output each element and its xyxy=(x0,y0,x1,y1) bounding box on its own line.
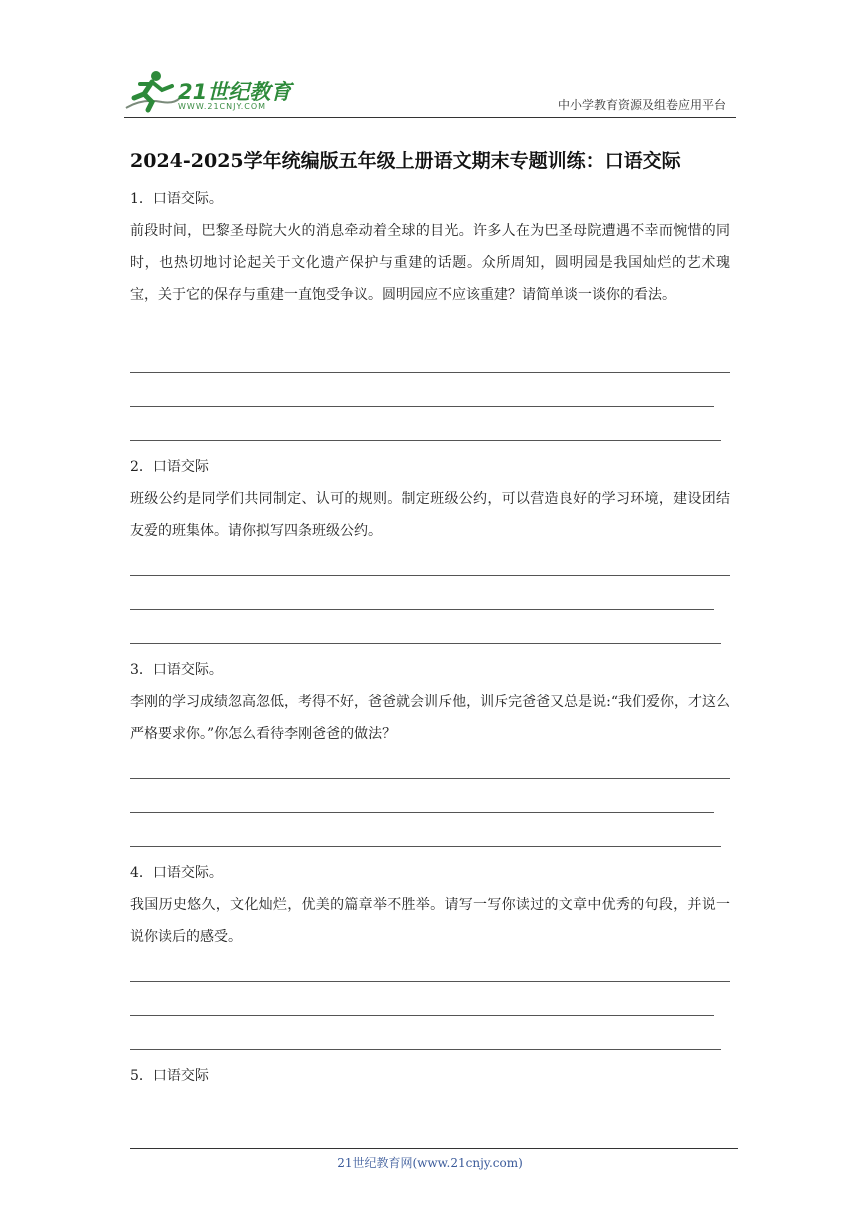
answer-line[interactable] xyxy=(130,1049,721,1050)
footer-divider xyxy=(130,1148,738,1149)
answer-line[interactable] xyxy=(130,812,714,813)
question-text: 班级公约是同学们共同制定、认可的规则。制定班级公约，可以营造良好的学习环境，建设团结友爱的班集体。请你拟写四条班级公约。 xyxy=(130,491,730,539)
question-heading: 5．口语交际 xyxy=(130,1068,209,1084)
answer-line[interactable] xyxy=(130,609,714,610)
answer-line[interactable] xyxy=(130,981,730,982)
answer-line[interactable] xyxy=(130,1015,714,1016)
page-title: 2024-2025学年统编版五年级上册语文期末专题训练：口语交际 xyxy=(130,150,681,172)
runner-logo-icon xyxy=(122,68,182,114)
question-text: 前段时间，巴黎圣母院大火的消息牵动着全球的目光。许多人在为巴圣母院遭遇不幸而惋惜的同时，也热切地讨论起关于文化遗产保护与重建的话题。众所周知，圆明园是我国灿烂的艺术瑰宝，关于它的保存与重建一直饱受争议。圆明园应不应该重建？请简单谈一谈你的看法。 xyxy=(130,223,730,303)
question-heading: 1．口语交际。 xyxy=(130,191,223,207)
answer-line[interactable] xyxy=(130,406,714,407)
footer-link[interactable]: 21世纪教育网(www.21cnjy.com) xyxy=(337,1156,523,1170)
question-4 xyxy=(130,857,730,953)
question-5 xyxy=(130,1060,730,1092)
platform-label: 中小学教育资源及组卷应用平台 xyxy=(557,98,726,112)
question-heading: 3．口语交际。 xyxy=(130,662,223,678)
question-text: 我国历史悠久，文化灿烂，优美的篇章举不胜举。请写一写你读过的文章中优秀的句段，并说一说你读后的感受。 xyxy=(130,897,730,945)
question-heading: 4．口语交际。 xyxy=(130,865,223,881)
question-heading: 2．口语交际 xyxy=(130,459,209,475)
logo-text: 21世纪教育 xyxy=(178,80,292,104)
answer-line[interactable] xyxy=(130,372,730,373)
logo-subtext: WWW.21CNJY.COM xyxy=(178,102,267,111)
question-2 xyxy=(130,451,730,547)
answer-line[interactable] xyxy=(130,440,721,441)
answer-line[interactable] xyxy=(130,575,730,576)
answer-line[interactable] xyxy=(130,778,730,779)
question-3 xyxy=(130,654,730,750)
site-logo xyxy=(122,68,297,114)
answer-line[interactable] xyxy=(130,643,721,644)
question-1 xyxy=(130,183,730,311)
header-divider xyxy=(124,117,736,118)
answer-line[interactable] xyxy=(130,846,721,847)
question-text: 李刚的学习成绩忽高忽低，考得不好，爸爸就会训斥他，训斥完爸爸又总是说:“我们爱你，才这么严格要求你。”你怎么看待李刚爸爸的做法？ xyxy=(130,694,730,742)
